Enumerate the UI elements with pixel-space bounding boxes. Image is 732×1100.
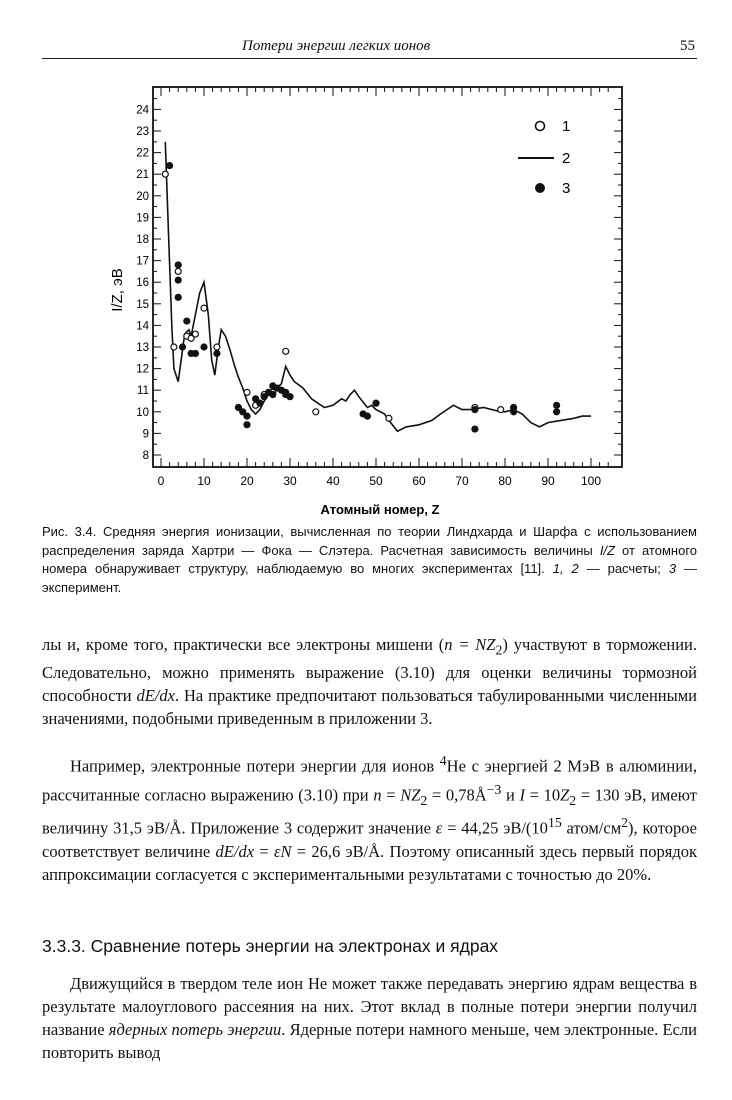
x-tick-label: 40 [326, 474, 340, 488]
x-tick-label: 20 [240, 474, 254, 488]
p2-sub-2: 2 [569, 792, 577, 808]
caption-text-3: — расчеты; [578, 561, 669, 576]
filled-circle-point [166, 162, 173, 169]
open-circle-point [498, 407, 504, 413]
filled-circle-point [364, 413, 371, 420]
y-tick-label: 20 [136, 190, 149, 203]
filled-circle-point [179, 343, 186, 350]
p3-text-a: Движущийся в твердом теле ион He может также передавать энергию ядрам вещества в результате малоуглового рассеяния на них. Этот вклад в полные потери энергии получил название [42, 974, 697, 1039]
open-circle-point [192, 331, 198, 337]
filled-circle-point [256, 400, 263, 407]
p2-text-f: = 0,78Å [427, 785, 487, 804]
open-circle-point [162, 171, 168, 177]
p2-var-nz: NZ [400, 785, 421, 804]
p2-text-k: = 130 эВ, имеют величину 31,5 эВ/Å. Приложение 3 содержит значение [42, 785, 697, 838]
y-tick-label: 19 [136, 212, 149, 225]
p2-eq-1: = [381, 785, 401, 804]
p2-eq-2: = [254, 841, 274, 861]
legend-label: 2 [562, 150, 571, 167]
open-circle-point [171, 344, 177, 350]
y-tick-label: 18 [136, 234, 149, 246]
p2-text-a: Например, электронные потери энергии для ионов [70, 756, 440, 776]
figure-caption [42, 523, 697, 597]
y-tick-label: 17 [136, 255, 149, 268]
p2-sup-3: 2 [621, 815, 629, 831]
y-axis-label: I/Z, эВ [109, 268, 126, 312]
open-circle-point [386, 415, 392, 421]
filled-circle-point [471, 425, 478, 432]
open-circle-point [175, 268, 181, 274]
y-tick-label: 13 [136, 342, 149, 354]
legend [518, 118, 570, 197]
x-tick-label: 60 [412, 474, 426, 488]
filled-circle-point [175, 276, 182, 283]
open-circle-point [283, 348, 289, 354]
p2-isotope-sup: 4 [439, 753, 447, 768]
filled-circle-point [269, 382, 276, 389]
p2-text-m: = 44,25 эВ/(10 [442, 818, 548, 838]
filled-circle-point [175, 294, 182, 301]
y-tick-label: 9 [142, 428, 149, 441]
caption-text-4: — эксперимент. [42, 561, 697, 595]
paragraph-2 [42, 749, 697, 886]
x-tick-label: 90 [541, 474, 555, 488]
open-circle-point [201, 305, 207, 311]
p2-var-eps: ε [435, 818, 443, 838]
paragraph-3 [42, 972, 697, 1064]
open-circle-point [313, 409, 319, 415]
legend-label: 3 [562, 180, 571, 197]
y-tick-label: 24 [136, 104, 149, 117]
filled-circle-point [286, 393, 293, 400]
y-tick-label: 11 [137, 385, 149, 398]
x-tick-label: 0 [157, 474, 165, 488]
p1-text-a: лы и, кроме того, практически все электроны мишени ( [42, 635, 445, 654]
section-heading: 3.3.3. Сравнение потерь энергии на электронах и ядрах [42, 936, 499, 956]
x-tick-label: 70 [455, 474, 469, 488]
p2-text-s: = 26,6 эВ/Å. Поэтому описанный здесь первый порядок аппроксимации согласуется с экспериментальными результатами с точностью до 20%. [42, 841, 698, 884]
p1-formula-n: n = NZ [444, 635, 496, 654]
filled-circle-point [200, 343, 207, 350]
x-tick-label: 50 [369, 474, 383, 488]
legend-filled-circle-icon [535, 183, 545, 193]
p2-formula-dedx: dE/dx [215, 841, 255, 861]
p2-sub-1: 2 [420, 792, 428, 808]
filled-circle-point [243, 421, 250, 428]
p2-var-i: I [519, 785, 525, 804]
p2-text-n: атом/см [561, 818, 622, 838]
p1-formula-dedx: dE/dx [136, 686, 175, 706]
y-tick-label: 8 [142, 450, 149, 462]
legend-label: 1 [562, 118, 571, 135]
p2-text-b: He с энергией 2 МэВ в алюминии, рассчитанные согласно выражению (3.10) при [42, 756, 697, 804]
series-2-path [165, 142, 591, 431]
filled-circle-point [243, 413, 250, 420]
y-tick-label: 16 [136, 277, 149, 290]
p1-text-c: ) участвуют в торможении. Следовательно, можно применять выражение (3.10) для оценки величины тормозной способности [42, 635, 697, 706]
plot-border [153, 87, 622, 467]
x-tick-label: 80 [498, 474, 512, 488]
paragraph-1 [42, 633, 697, 730]
y-tick-label: 23 [136, 126, 149, 138]
p2-formula-epsn: εN [273, 841, 292, 861]
open-circle-point [244, 389, 250, 395]
p1-text-e: . На практике предпочитают пользоваться табулированными численными значениями, подобными приведенным в приложении 3. [42, 686, 697, 729]
y-tick-label: 21 [136, 169, 149, 182]
caption-text-1: Средняя энергия ионизации, вычисленная по теории Линдхарда и Шарфа с использованием распределения заряда Хартри — Фока — Слэтера. Расчетная зависимость величины [42, 524, 697, 558]
filled-circle-point [269, 391, 276, 398]
filled-circle-point [183, 317, 190, 324]
filled-circle-point [553, 408, 560, 415]
p2-var-n: n [373, 785, 382, 804]
p2-var-z: Z [560, 785, 570, 804]
caption-calc-labels: 1, 2 [552, 561, 579, 576]
x-axis-ticks [158, 474, 602, 488]
y-tick-label: 10 [136, 406, 149, 419]
series-2-line [165, 142, 591, 431]
p3-term: ядерных потерь энергии [108, 1020, 282, 1039]
p2-sup-1: −3 [486, 781, 502, 797]
p2-text-o: ), которое соответствует величине [42, 818, 697, 861]
filled-circle-point [471, 406, 478, 413]
caption-quantity: I/Z [599, 542, 615, 558]
filled-circle-point [553, 402, 560, 409]
filled-circle-point [175, 261, 182, 268]
x-tick-label: 10 [197, 474, 211, 488]
filled-circle-point [372, 400, 379, 407]
figure-3-4-chart [0, 0, 732, 520]
page-number: 55 [680, 38, 695, 54]
y-tick-label: 15 [136, 298, 149, 311]
filled-circle-point [213, 350, 220, 357]
filled-circle-point [192, 350, 199, 357]
x-tick-label: 100 [580, 474, 602, 488]
plot-frame [153, 87, 622, 467]
filled-circle-point [510, 408, 517, 415]
p2-text-g: и [501, 785, 520, 804]
y-tick-label: 14 [136, 320, 149, 333]
y-tick-label: 22 [136, 147, 149, 160]
x-axis-label: Атомный номер, Z [320, 502, 440, 517]
series-1-open-circles [162, 171, 503, 421]
legend-open-circle-icon [536, 122, 545, 131]
p1-sub: 2 [495, 642, 503, 658]
p2-sup-2: 15 [547, 815, 562, 831]
caption-text-2: от атомного номера обнаруживает структуру, наблюдаемую во многих экспериментах [11]. [42, 542, 697, 576]
p2-text-i: = 10 [524, 785, 561, 804]
figure-label: Рис. 3.4. [42, 524, 97, 539]
y-axis-ticks [136, 99, 622, 462]
running-title: Потери энергии легких ионов [242, 38, 431, 54]
caption-exp-label: 3 [668, 561, 677, 576]
p3-text-c: . Ядерные потери намного меньше, чем электронные. Если повторить вывод [42, 1020, 697, 1062]
y-tick-label: 12 [136, 363, 149, 376]
x-tick-label: 30 [283, 474, 297, 488]
open-circle-point [214, 344, 220, 350]
series-3-filled-circles [166, 162, 560, 433]
